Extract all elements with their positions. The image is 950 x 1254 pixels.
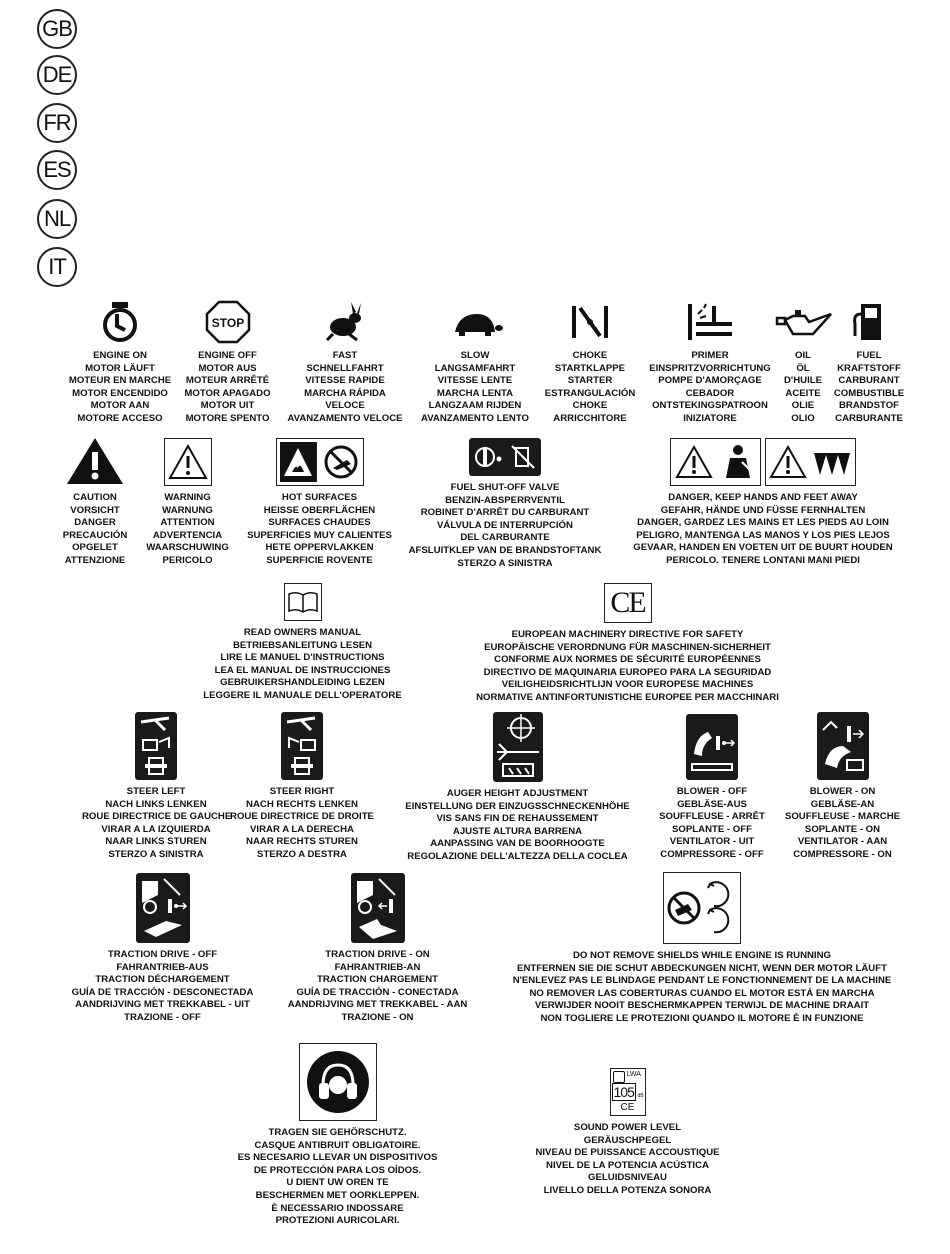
traction-off-labels: TRACTION DRIVE - OFF FAHRANTRIEB-AUS TRACTION DÉCHARGEMENT GUÍA DE TRACCIÓN - DESCONECTADA AANDRIJVING MET TREKKABEL - UIT TRAZIONE - OFF <box>71 949 254 1023</box>
ear-protection-labels: TRAGEN SIE GEHÖRSCHUTZ. CASQUE ANTIBRUIT OBLIGATOIRE. ES NECESARIO LLEVAR UN DISPOSITIVOS DE PROTECCIÓN PARA LOS OÍDOS. U DIENT UW OREN TE BESCHERMEN MET OORKLEPPEN. È NECESSARIO INDOSSARE PROTEZIONI AURICOLARI. <box>237 1127 438 1227</box>
blower-off-icon <box>686 714 738 780</box>
symbol-fast <box>280 300 410 426</box>
lang-nl: NL <box>37 199 77 239</box>
sound-power-labels: SOUND POWER LEVEL GERÄUSCHPEGEL NIVEAU DE PUISSANCE ACCOUSTIQUE NIVEL DE LA POTENCIA ACÚSTICA GELUIDSNIVEAU LIVELLO DELLA POTENZA SONORA <box>535 1122 720 1196</box>
sound-ce: CE <box>620 1102 635 1113</box>
speaker-icon <box>613 1071 625 1083</box>
oil-can-icon <box>773 300 833 344</box>
steer-left-icon <box>135 712 177 780</box>
symbol-primer <box>645 300 775 426</box>
fast-labels: FAST SCHNELLFAHRT VITESSE RAPIDE MARCHA RÁPIDA VELOCE AVANZAMENTO VELOCE <box>287 350 403 424</box>
blower-on-icon <box>817 712 869 780</box>
shields-icon <box>663 872 741 944</box>
ear-protection-icon <box>299 1043 377 1121</box>
steer-right-icon <box>281 712 323 780</box>
caution-icon <box>65 436 125 486</box>
symbol-ear-protection <box>220 1043 455 1228</box>
choke-icon <box>568 300 612 344</box>
hot-surface-icon <box>276 438 364 486</box>
lang-gb: GB <box>37 9 77 49</box>
ce-mark-icon: CE <box>604 583 652 623</box>
symbol-slow <box>410 300 540 426</box>
fuel-labels: FUEL KRAFTSTOFF CARBURANT COMBUSTIBLE BRANDSTOF CARBURANTE <box>833 350 905 424</box>
engine-on-icon <box>101 300 139 344</box>
ce-directive-labels: EUROPEAN MACHINERY DIRECTIVE FOR SAFETY EUROPÄISCHE VERORDNUNG FÜR MASCHINEN-SICHERHEIT CONFORME AUX NORMES DE SÉCURITÉ EUROPÉENNES DIRECTIVO DE MAQUINARIA EUROPEO PARA LA SEGURIDAD VEILIGHEIDSRICHTLIJN VOOR EUROPESE MACHINES NORMATIVE ANTINFORTUNISTICHE EUROPEE PER MACCHINARI <box>476 629 779 703</box>
symbol-fuel-shutoff <box>395 438 615 570</box>
blower-on-labels: BLOWER - ON GEBLÄSE-AN SOUFFLEUSE - MARCHE SOPLANTE - ON VENTILATOR - AAN COMPRESSORE - ON <box>784 786 901 860</box>
hot-surfaces-labels: HOT SURFACES HEISSE OBERFLÄCHEN SURFACES CHAUDES SUPERFICIES MUY CALIENTES HETE OPPERVLAKKEN SUPERFICIE ROVENTE <box>247 492 392 566</box>
sound-unit: dB <box>637 1093 644 1099</box>
symbol-traction-on <box>275 873 480 1025</box>
symbol-do-not-remove-shields <box>492 872 912 1026</box>
slow-labels: SLOW LANGSAMFAHRT VITESSE LENTE MARCHA LENTA LANGZAAM RIJDEN AVANZAMENTO LENTO <box>420 350 530 424</box>
symbol-engine-on <box>55 300 185 426</box>
warning-labels: WARNING WARNUNG ATTENTION ADVERTENCIA WAARSCHUWING PERICOLO <box>146 492 229 566</box>
shields-labels: DO NOT REMOVE SHIELDS WHILE ENGINE IS RUNNING ENTFERNEN SIE DIE SCHUT ABDECKUNGEN NICHT, WENN DER MOTOR LÄUFT N'ENLEVEZ PAS LE BLINDAGE PENDANT LE FONCTIONNEMENT DE LA MACHINE NO REMOVER LAS COBERTURAS CUANDO EL MOTOR ESTÁ EN MARCHA VERWIJDER NOOIT BESCHERMKAPPEN TERWIJL DE MACHINE DRAAIT NON TOGLIERE LE PROTEZIONI QUANDO IL MOTORE È IN FUNZIONE <box>512 950 892 1024</box>
blower-off-labels: BLOWER - OFF GEBLÄSE-AUS SOUFFLEUSE - ARRÊT SOPLANTE - OFF VENTILATOR - UIT COMPRESSORE - OFF <box>659 786 765 860</box>
turtle-icon <box>447 300 503 344</box>
fuel-pump-icon <box>849 300 889 344</box>
steer-right-labels: STEER RIGHT NACH RECHTS LENKEN ROUE DIRECTRICE DE DROITE VIRAR A LA DERECHA NAAR RECHTS STUREN STERZO A DESTRA <box>230 786 374 860</box>
symbol-danger-hands <box>618 438 908 568</box>
symbol-choke <box>535 300 645 426</box>
traction-on-icon <box>351 873 405 943</box>
symbol-read-manual <box>185 583 420 703</box>
auger-height-labels: AUGER HEIGHT ADJUSTMENT EINSTELLUNG DER EINZUGSSCHNECKENHÖHE VIS SANS FIN DE REHAUSSEMENT AJUSTE ALTURA BARRENA AANPASSING VAN DE BOORHOOGTE REGOLAZIONE DELL'ALTEZZA DELLA COCLEA <box>405 788 630 862</box>
danger-hands-labels: DANGER, KEEP HANDS AND FEET AWAY GEFAHR, HÄNDE UND FÜSSE FERNHALTEN DANGER, GARDEZ LES MAINS ET LES PIEDS AU LOIN PELIGRO, MANTENGA LAS MANOS Y LOS PIES LEJOS GEVAAR, HANDEN EN VOETEN UIT DE BUURT HOUDEN PERICOLO. TENERE LONTANI MANI PIEDI <box>633 492 893 566</box>
traction-off-icon <box>136 873 190 943</box>
sound-lwa: LWA <box>626 1071 641 1078</box>
symbol-caution <box>55 436 135 568</box>
fuel-shutoff-icon <box>469 438 541 476</box>
primer-icon <box>684 300 736 344</box>
steer-left-labels: STEER LEFT NACH LINKS LENKEN ROUE DIRECTRICE DE GAUCHE VIRAR A LA IZQUIERDA NAAR LINKS STUREN STERZO A SINISTRA <box>82 786 232 860</box>
manual-book-icon <box>284 583 322 621</box>
symbol-blower-off <box>652 714 772 862</box>
danger-hands-icon <box>670 438 856 486</box>
warning-icon <box>164 438 212 486</box>
symbol-fuel <box>828 300 910 426</box>
fuel-shutoff-labels: FUEL SHUT-OFF VALVE BENZIN-ABSPERRVENTIL ROBINET D'ARRÊT DU CARBURANT VÁLVULA DE INTERRUPCIÓN DEL CARBURANTE AFSLUITKLEP VAN DE BRANDSTOFTANK STERZO A SINISTRA <box>408 482 602 569</box>
stop-sign-text: STOP <box>211 316 244 330</box>
sound-level-icon <box>610 1068 646 1116</box>
rabbit-icon <box>323 300 367 344</box>
symbol-hot-surfaces <box>232 438 407 568</box>
symbol-auger-height <box>390 712 645 864</box>
symbol-sound-power <box>515 1068 740 1198</box>
symbol-oil <box>770 300 836 426</box>
symbol-engine-off <box>175 300 280 426</box>
symbol-traction-off <box>60 873 265 1025</box>
lang-it: IT <box>37 247 77 287</box>
symbol-steer-left <box>82 712 230 862</box>
symbol-blower-on <box>775 712 910 862</box>
traction-on-labels: TRACTION DRIVE - ON FAHRANTRIEB-AN TRACTION CHARGEMENT GUÍA DE TRACCIÓN - CONECTADA AANDRIJVING MET TREKKABEL - AAN TRAZIONE - ON <box>287 949 468 1023</box>
oil-labels: OIL ÖL D'HUILE ACEITE OLIE OLIO <box>784 350 822 424</box>
lang-de: DE <box>37 55 77 95</box>
symbol-ce-directive <box>455 583 800 705</box>
caution-labels: CAUTION VORSICHT DANGER PRECAUCIÓN OPGELET ATTENZIONE <box>62 492 128 566</box>
symbol-warning <box>140 438 235 568</box>
lang-fr: FR <box>37 103 77 143</box>
stop-sign-icon <box>205 300 251 344</box>
choke-labels: CHOKE STARTKLAPPE STARTER ESTRANGULACIÓN CHOKE ARRICCHITORE <box>544 350 636 424</box>
sound-value: 105 <box>613 1084 634 1100</box>
lang-es: ES <box>37 150 77 190</box>
symbol-steer-right <box>226 712 378 862</box>
read-manual-labels: READ OWNERS MANUAL BETRIEBSANLEITUNG LESEN LIRE LE MANUEL D'INSTRUCTIONS LEA EL MANUAL DE INSTRUCCIONES GEBRUIKERSHANDLEIDING LEZEN LEGGERE IL MANUALE DELL'OPERATORE <box>203 627 402 701</box>
engine-on-labels: ENGINE ON MOTOR LÄUFT MOTEUR EN MARCHE MOTOR ENCENDIDO MOTOR AAN MOTORE ACCESO <box>68 350 172 424</box>
engine-off-labels: ENGINE OFF MOTOR AUS MOTEUR ARRÊTÉ MOTOR APAGADO MOTOR UIT MOTORE SPENTO <box>184 350 271 424</box>
auger-height-icon <box>493 712 543 782</box>
primer-labels: PRIMER EINSPRITZVORRICHTUNG POMPE D'AMORÇAGE CEBADOR ONTSTEKINGSPATROON INIZIATORE <box>649 350 771 424</box>
